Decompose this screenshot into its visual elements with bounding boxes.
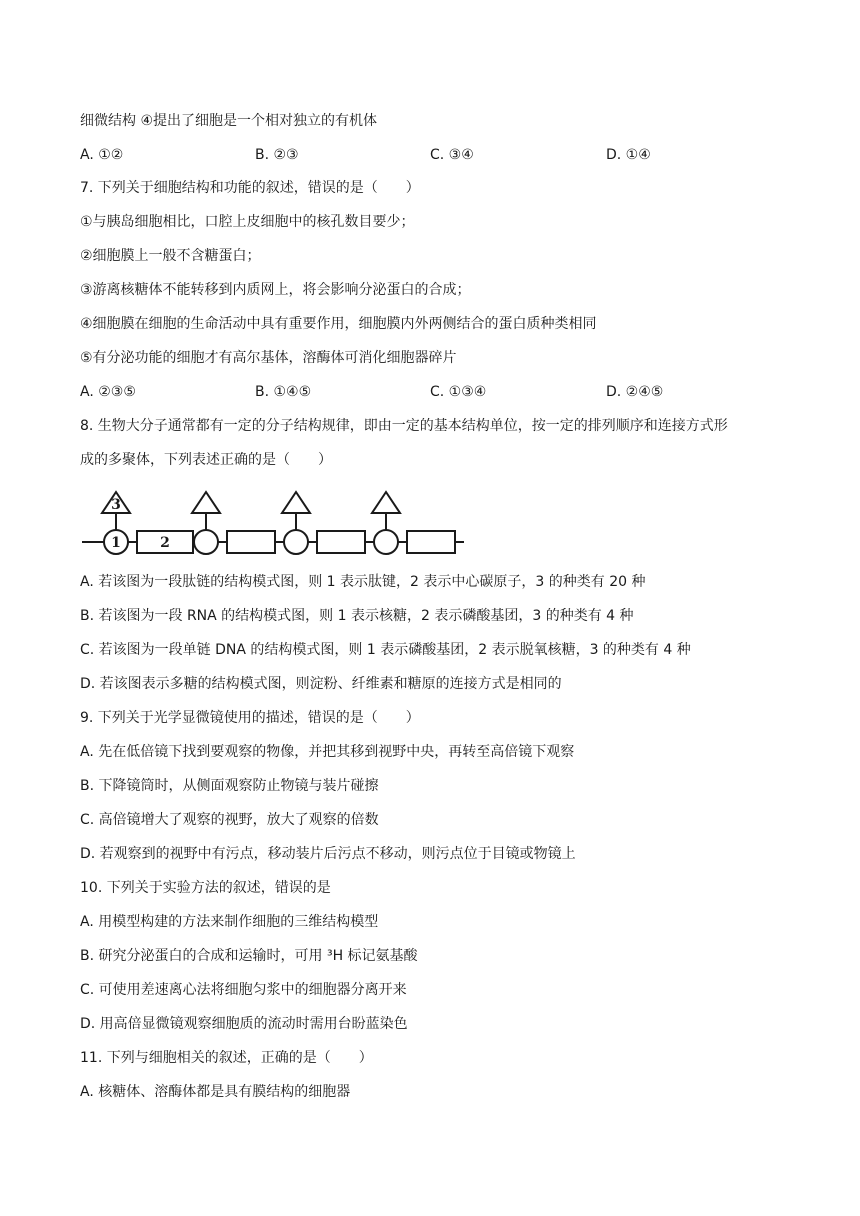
q7-statement-3: ③游离核糖体不能转移到内质网上，将会影响分泌蛋白的合成； [80, 282, 471, 298]
q7-stem: 7. 下列关于细胞结构和功能的叙述，错误的是（ ） [80, 180, 420, 196]
q6-option-d: D. ①④ [606, 147, 651, 163]
q10-option-c: C. 可使用差速离心法将细胞匀浆中的细胞器分离开来 [80, 982, 407, 998]
q6-tail-text: 细微结构 ④提出了细胞是一个相对独立的有机体 [80, 113, 377, 129]
circle-unit [284, 530, 308, 554]
q7-statement-5: ⑤有分泌功能的细胞才有高尔基体，溶酶体可消化细胞器碎片 [80, 350, 457, 366]
q8-stem-line-2: 成的多聚体，下列表述正确的是（ ） [80, 452, 332, 468]
q7-statement-2: ②细胞膜上一般不含糖蛋白； [80, 248, 261, 264]
rect-unit [407, 531, 455, 553]
q7-option-d: D. ②④⑤ [606, 384, 664, 400]
q9-stem: 9. 下列关于光学显微镜使用的描述，错误的是（ ） [80, 710, 420, 726]
q8-option-c: C. 若该图为一段单链 DNA 的结构模式图，则 1 表示磷酸基团，2 表示脱氧核糖，3 的种类有 4 种 [80, 642, 691, 658]
rect-unit [317, 531, 365, 553]
q8-option-d: D. 若该图表示多糖的结构模式图，则淀粉、纤维素和糖原的连接方式是相同的 [80, 676, 562, 692]
q7-statement-1: ①与胰岛细胞相比，口腔上皮细胞中的核孔数目要少； [80, 214, 415, 230]
q7-option-c: C. ①③④ [430, 384, 487, 400]
circle-unit [374, 530, 398, 554]
triangle-unit [282, 492, 310, 513]
q9-option-a: A. 先在低倍镜下找到要观察的物像，并把其移到视野中央，再转至高倍镜下观察 [80, 744, 575, 760]
q7-option-b: B. ①④⑤ [255, 384, 312, 400]
q11-stem: 11. 下列与细胞相关的叙述，正确的是（ ） [80, 1050, 373, 1066]
triangle-unit [372, 492, 400, 513]
q7-statement-4: ④细胞膜在细胞的生命活动中具有重要作用，细胞膜内外两侧结合的蛋白质种类相同 [80, 316, 597, 332]
q9-option-c: C. 高倍镜增大了观察的视野，放大了观察的倍数 [80, 812, 379, 828]
q6-option-c: C. ③④ [430, 147, 474, 163]
circle-unit [194, 530, 218, 554]
q8-stem-line-1: 8. 生物大分子通常都有一定的分子结构规律，即由一定的基本结构单位，按一定的排列顺序和连接方式形 [80, 418, 728, 434]
label-3: 3 [111, 497, 121, 513]
q8-option-a: A. 若该图为一段肽链的结构模式图，则 1 表示肽键，2 表示中心碳原子，3 的种类有 20 种 [80, 574, 646, 590]
q9-option-b: B. 下降镜筒时，从侧面观察防止物镜与装片碰擦 [80, 778, 379, 794]
q6-option-a: A. ①② [80, 147, 124, 163]
q9-option-d: D. 若观察到的视野中有污点，移动装片后污点不移动，则污点位于目镜或物镜上 [80, 846, 576, 862]
q10-option-d: D. 用高倍显微镜观察细胞质的流动时需用台盼蓝染色 [80, 1016, 408, 1032]
q11-option-a: A. 核糖体、溶酶体都是具有膜结构的细胞器 [80, 1084, 351, 1100]
q7-option-a: A. ②③⑤ [80, 384, 136, 400]
polymer-structure-diagram [80, 488, 470, 558]
rect-unit [227, 531, 275, 553]
q6-option-b: B. ②③ [255, 147, 299, 163]
label-2: 2 [160, 535, 170, 551]
q10-stem: 10. 下列关于实验方法的叙述，错误的是 [80, 880, 331, 896]
q10-option-b: B. 研究分泌蛋白的合成和运输时，可用 ³H 标记氨基酸 [80, 948, 418, 964]
triangle-unit [192, 492, 220, 513]
q8-option-b: B. 若该图为一段 RNA 的结构模式图，则 1 表示核糖，2 表示磷酸基团，3 的种类有 4 种 [80, 608, 634, 624]
q10-option-a: A. 用模型构建的方法来制作细胞的三维结构模型 [80, 914, 379, 930]
label-1: 1 [111, 535, 121, 551]
